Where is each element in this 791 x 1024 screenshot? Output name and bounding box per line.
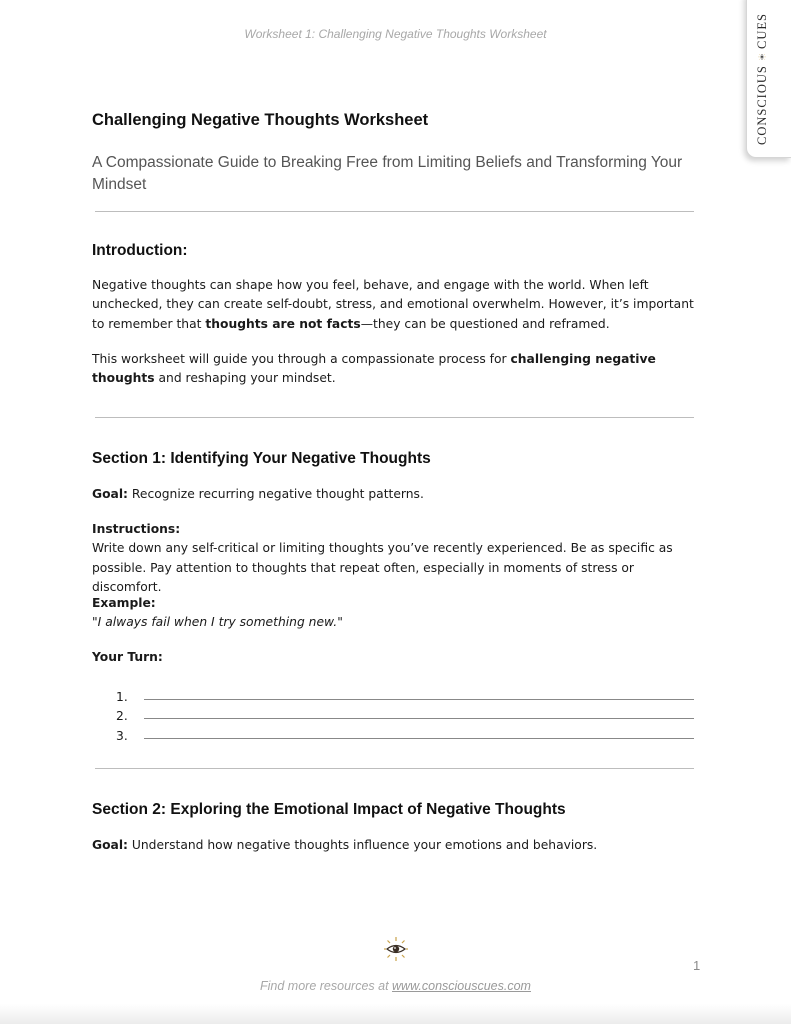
answer-line-1[interactable] [116, 684, 694, 704]
answer-line-3[interactable] [116, 723, 694, 743]
section1-example [92, 594, 698, 633]
footer-link[interactable]: www.consciouscues.com [392, 979, 531, 993]
answer-blank[interactable] [144, 737, 694, 739]
section1-instructions-text: Write down any self-critical or limiting thoughts you’ve recently experienced. Be as specific as possible. Pay attention to thoughts that repeat often, especially in moments of stress or discomfort. [92, 541, 673, 595]
section1-goal-label: Goal: [92, 487, 128, 501]
page-title: Challenging Negative Thoughts Worksheet [92, 111, 429, 129]
section1-instructions [92, 520, 698, 598]
answer-number: 3. [116, 728, 128, 743]
section1-goal [92, 485, 698, 504]
section1-heading: Section 1: Identifying Your Negative Thoughts [92, 450, 431, 467]
answer-number: 1. [116, 689, 128, 704]
page-number: 1 [693, 958, 701, 973]
section2-goal [92, 836, 698, 855]
intro-p2-bold: challenging negative thoughts [92, 352, 656, 386]
answer-line-2[interactable] [116, 704, 694, 724]
section2-heading: Section 2: Exploring the Emotional Impact of Negative Thoughts [92, 801, 566, 818]
answer-number: 2. [116, 709, 128, 723]
section1-instructions-label: Instructions: [92, 522, 181, 536]
footer-text: Find more resources at [260, 979, 393, 993]
brand-logo [753, 13, 771, 145]
eye-sun-icon [753, 53, 771, 61]
intro-paragraph-2 [92, 350, 698, 389]
footer [0, 979, 791, 993]
divider [95, 417, 694, 418]
intro-p1-bold: thoughts are not facts [205, 316, 361, 331]
intro-p1-end: —they can be questioned and reframed. [360, 316, 610, 331]
intro-p1-start: Negative thoughts can shape how you feel, behave, and engage with the world. When left unchecked, they can create self-doubt, stress, and emotional overwhelm. However, it’s important to remember that [92, 278, 694, 331]
section1-goal-text: Recognize recurring negative thought patterns. [127, 487, 424, 501]
section2-goal-label: Goal: [92, 838, 128, 852]
intro-paragraph-1 [92, 276, 698, 334]
brand-name-left: CONSCIOUS [754, 65, 769, 145]
page-subtitle: A Compassionate Guide to Breaking Free from Limiting Beliefs and Transforming Your Mindset [92, 154, 683, 193]
section2-goal-text: Understand how negative thoughts influence your emotions and behaviors. [127, 838, 598, 852]
section1-example-text: "I always fail when I try something new." [92, 615, 343, 630]
brand-name-right: CUES [754, 13, 769, 49]
section1-your-turn-label: Your Turn: [92, 650, 163, 664]
answer-lines [116, 684, 694, 743]
answer-blank[interactable] [144, 717, 694, 719]
divider [95, 211, 694, 212]
eye-sun-icon [383, 936, 409, 962]
intro-p2-end: and reshaping your mindset. [154, 371, 336, 386]
brand-tab [746, 0, 791, 158]
answer-blank[interactable] [144, 698, 694, 700]
running-header: Worksheet 1: Challenging Negative Thoughts Worksheet [244, 27, 547, 41]
page-edge-shadow [0, 1004, 791, 1024]
intro-p2-start: This worksheet will guide you through a compassionate process for [92, 352, 511, 366]
section1-example-label: Example: [92, 596, 156, 610]
divider [95, 768, 694, 769]
intro-heading: Introduction: [92, 242, 188, 259]
